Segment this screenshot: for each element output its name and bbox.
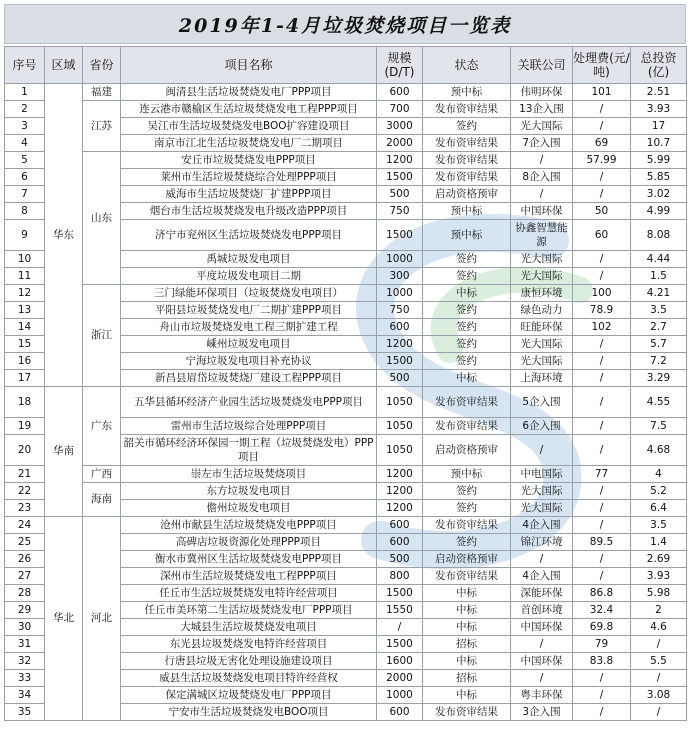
cell-invest: 5.5: [631, 653, 687, 670]
projects-table: [4, 46, 687, 721]
cell-status: 发布资审结果: [423, 101, 511, 118]
cell-status: 发布资审结果: [423, 568, 511, 585]
cell-fee: /: [573, 687, 631, 704]
cell-project-name: 崇左市生活垃圾焚烧项目: [121, 466, 377, 483]
cell-seq: 35: [5, 704, 45, 721]
cell-province: 浙江: [83, 285, 121, 387]
header-company: 关联公司: [511, 47, 573, 84]
cell-status: 招标: [423, 636, 511, 653]
cell-invest: 4: [631, 466, 687, 483]
cell-invest: 4.68: [631, 435, 687, 466]
header-province: 省份: [83, 47, 121, 84]
cell-company: 13企入围: [511, 101, 573, 118]
cell-fee: /: [573, 268, 631, 285]
header-name: 项目名称: [121, 47, 377, 84]
cell-project-name: 深州市生活垃圾焚烧发电工程PPP项目: [121, 568, 377, 585]
cell-invest: /: [631, 704, 687, 721]
cell-status: 签约: [423, 500, 511, 517]
cell-project-name: 沧州市献县生活垃圾焚烧发电PPP项目: [121, 517, 377, 534]
cell-company: /: [511, 670, 573, 687]
cell-status: 预中标: [423, 203, 511, 220]
cell-project-name: 南京市江北生活垃圾焚烧发电厂二期项目: [121, 135, 377, 152]
cell-seq: 28: [5, 585, 45, 602]
cell-seq: 27: [5, 568, 45, 585]
cell-status: 签约: [423, 268, 511, 285]
cell-project-name: 威县生活垃圾焚烧发电项目特许经营权: [121, 670, 377, 687]
cell-seq: 25: [5, 534, 45, 551]
cell-company: 光大国际: [511, 336, 573, 353]
cell-company: 锦江环境: [511, 534, 573, 551]
header-fee: 处理费(元/吨): [573, 47, 631, 84]
cell-fee: 101: [573, 84, 631, 101]
cell-invest: 8.08: [631, 220, 687, 251]
cell-status: 中标: [423, 602, 511, 619]
cell-project-name: 平度垃圾发电项目二期: [121, 268, 377, 285]
cell-project-name: 韶关市循环经济环保园一期工程（垃圾焚烧发电）PPP项目: [121, 435, 377, 466]
table-row: [5, 483, 687, 500]
cell-invest: 3.02: [631, 186, 687, 203]
cell-seq: 6: [5, 169, 45, 186]
cell-project-name: 济宁市兖州区生活垃圾焚烧发电PPP项目: [121, 220, 377, 251]
cell-status: 中标: [423, 370, 511, 387]
cell-status: 中标: [423, 687, 511, 704]
cell-fee: /: [573, 186, 631, 203]
cell-province: 福建: [83, 84, 121, 101]
cell-scale: 600: [377, 704, 423, 721]
table-title: 2019年1-4月垃圾焚烧项目一览表: [178, 14, 512, 37]
cell-scale: 1000: [377, 285, 423, 302]
cell-scale: 1050: [377, 418, 423, 435]
cell-seq: 8: [5, 203, 45, 220]
cell-project-name: 儋州垃圾发电项目: [121, 500, 377, 517]
cell-project-name: 五华县循环经济产业园生活垃圾焚烧发电PPP项目: [121, 387, 377, 418]
cell-fee: 79: [573, 636, 631, 653]
cell-region: 华东: [45, 84, 83, 387]
cell-province: 海南: [83, 483, 121, 517]
cell-status: 签约: [423, 319, 511, 336]
cell-status: 签约: [423, 353, 511, 370]
cell-company: 首创环境: [511, 602, 573, 619]
cell-scale: 1600: [377, 653, 423, 670]
cell-company: /: [511, 636, 573, 653]
cell-invest: 2: [631, 602, 687, 619]
cell-invest: 3.08: [631, 687, 687, 704]
cell-project-name: 任丘市美环第二生活垃圾焚烧发电厂PPP项目: [121, 602, 377, 619]
cell-fee: 102: [573, 319, 631, 336]
table-row: [5, 517, 687, 534]
cell-fee: 69.8: [573, 619, 631, 636]
cell-invest: 4.99: [631, 203, 687, 220]
cell-status: 发布资审结果: [423, 517, 511, 534]
cell-project-name: 任丘市生活垃圾焚烧发电特许经营项目: [121, 585, 377, 602]
cell-company: 8企入围: [511, 169, 573, 186]
cell-scale: 1050: [377, 387, 423, 418]
cell-company: 光大国际: [511, 118, 573, 135]
cell-invest: 1.5: [631, 268, 687, 285]
table-row: [5, 84, 687, 101]
cell-company: 中电国际: [511, 466, 573, 483]
cell-scale: 500: [377, 551, 423, 568]
cell-company: 绿色动力: [511, 302, 573, 319]
cell-scale: 750: [377, 203, 423, 220]
cell-status: 签约: [423, 483, 511, 500]
cell-seq: 12: [5, 285, 45, 302]
cell-seq: 31: [5, 636, 45, 653]
cell-province: 江苏: [83, 101, 121, 152]
header-region: 区域: [45, 47, 83, 84]
cell-status: 发布资审结果: [423, 152, 511, 169]
cell-fee: /: [573, 704, 631, 721]
cell-invest: 3.5: [631, 302, 687, 319]
cell-company: 7企入围: [511, 135, 573, 152]
cell-company: 6企入围: [511, 418, 573, 435]
cell-fee: /: [573, 251, 631, 268]
cell-scale: 600: [377, 534, 423, 551]
cell-status: 启动资格预审: [423, 551, 511, 568]
cell-scale: 700: [377, 101, 423, 118]
cell-invest: 5.98: [631, 585, 687, 602]
cell-seq: 13: [5, 302, 45, 319]
header-status: 状态: [423, 47, 511, 84]
cell-scale: /: [377, 619, 423, 636]
cell-company: 5企入围: [511, 387, 573, 418]
cell-scale: 1500: [377, 169, 423, 186]
cell-scale: 600: [377, 84, 423, 101]
cell-fee: 32.4: [573, 602, 631, 619]
cell-invest: /: [631, 636, 687, 653]
table-row: [5, 387, 687, 418]
cell-company: 中国环保: [511, 203, 573, 220]
cell-invest: 4.44: [631, 251, 687, 268]
cell-project-name: 新昌县眉岱垃圾焚烧厂建设工程PPP项目: [121, 370, 377, 387]
cell-project-name: 闽清县生活垃圾焚烧发电厂PPP项目: [121, 84, 377, 101]
cell-project-name: 吴江市生活垃圾焚烧发电BOO扩容建设项目: [121, 118, 377, 135]
cell-invest: 3.5: [631, 517, 687, 534]
cell-company: 中国环保: [511, 653, 573, 670]
cell-company: 光大国际: [511, 353, 573, 370]
cell-invest: 2.51: [631, 84, 687, 101]
cell-fee: 50: [573, 203, 631, 220]
cell-status: 中标: [423, 585, 511, 602]
cell-project-name: 高碑店垃圾资源化处理PPP项目: [121, 534, 377, 551]
cell-seq: 30: [5, 619, 45, 636]
cell-status: 预中标: [423, 84, 511, 101]
cell-scale: 300: [377, 268, 423, 285]
header-scale: 规模(D/T): [377, 47, 423, 84]
table-body: [5, 84, 687, 721]
cell-company: 中国环保: [511, 619, 573, 636]
table-header-row: [5, 47, 687, 84]
cell-company: /: [511, 186, 573, 203]
cell-fee: /: [573, 500, 631, 517]
cell-status: 签约: [423, 302, 511, 319]
cell-seq: 17: [5, 370, 45, 387]
cell-company: 光大国际: [511, 500, 573, 517]
cell-invest: 17: [631, 118, 687, 135]
cell-seq: 34: [5, 687, 45, 704]
cell-invest: 2.69: [631, 551, 687, 568]
table-row: [5, 152, 687, 169]
cell-seq: 5: [5, 152, 45, 169]
cell-invest: 10.7: [631, 135, 687, 152]
cell-project-name: 安丘市垃圾焚烧发电PPP项目: [121, 152, 377, 169]
cell-project-name: 莱州市生活垃圾焚烧综合处理PPP项目: [121, 169, 377, 186]
cell-company: 光大国际: [511, 483, 573, 500]
cell-project-name: 宁安市生活垃圾焚烧发电BOO项目: [121, 704, 377, 721]
cell-scale: 1050: [377, 435, 423, 466]
cell-company: 康恒环境: [511, 285, 573, 302]
cell-status: 中标: [423, 285, 511, 302]
cell-seq: 10: [5, 251, 45, 268]
cell-seq: 3: [5, 118, 45, 135]
cell-invest: 4.21: [631, 285, 687, 302]
header-invest: 总投资(亿): [631, 47, 687, 84]
cell-status: 招标: [423, 670, 511, 687]
cell-status: 发布资审结果: [423, 418, 511, 435]
cell-invest: 4.6: [631, 619, 687, 636]
cell-company: 光大国际: [511, 268, 573, 285]
cell-company: 3企入围: [511, 704, 573, 721]
cell-seq: 23: [5, 500, 45, 517]
cell-fee: 77: [573, 466, 631, 483]
cell-region: 华北: [45, 517, 83, 721]
cell-project-name: 烟台市生活垃圾焚烧发电升级改造PPP项目: [121, 203, 377, 220]
cell-scale: 500: [377, 370, 423, 387]
cell-company: 粤丰环保: [511, 687, 573, 704]
cell-fee: /: [573, 418, 631, 435]
cell-seq: 14: [5, 319, 45, 336]
cell-fee: /: [573, 568, 631, 585]
cell-status: 签约: [423, 336, 511, 353]
cell-province: 广西: [83, 466, 121, 483]
cell-fee: /: [573, 370, 631, 387]
cell-project-name: 东光县垃圾焚烧发电特许经营项目: [121, 636, 377, 653]
cell-project-name: 禹城垃圾发电项目: [121, 251, 377, 268]
cell-scale: 1200: [377, 500, 423, 517]
cell-fee: 78.9: [573, 302, 631, 319]
cell-status: 发布资审结果: [423, 387, 511, 418]
cell-fee: /: [573, 483, 631, 500]
cell-status: 启动资格预审: [423, 186, 511, 203]
cell-status: 签约: [423, 534, 511, 551]
cell-status: 签约: [423, 118, 511, 135]
cell-invest: 3.93: [631, 568, 687, 585]
cell-invest: 5.7: [631, 336, 687, 353]
cell-fee: /: [573, 435, 631, 466]
cell-company: 上海环境: [511, 370, 573, 387]
cell-project-name: 舟山市垃圾焚烧发电工程三期扩建工程: [121, 319, 377, 336]
cell-invest: 2.7: [631, 319, 687, 336]
cell-fee: 86.8: [573, 585, 631, 602]
cell-scale: 1500: [377, 585, 423, 602]
cell-invest: 3.29: [631, 370, 687, 387]
cell-fee: 89.5: [573, 534, 631, 551]
cell-status: 中标: [423, 619, 511, 636]
cell-status: 发布资审结果: [423, 704, 511, 721]
cell-seq: 2: [5, 101, 45, 118]
cell-fee: /: [573, 670, 631, 687]
cell-scale: 500: [377, 186, 423, 203]
cell-project-name: 宁海垃圾发电项目补充协议: [121, 353, 377, 370]
cell-scale: 1200: [377, 152, 423, 169]
cell-scale: 1200: [377, 466, 423, 483]
cell-seq: 26: [5, 551, 45, 568]
cell-seq: 1: [5, 84, 45, 101]
cell-project-name: 威海市生活垃圾焚烧厂扩建PPP项目: [121, 186, 377, 203]
cell-company: 协鑫智慧能源: [511, 220, 573, 251]
cell-scale: 600: [377, 517, 423, 534]
cell-project-name: 连云港市赣榆区生活垃圾焚烧发电工程PPP项目: [121, 101, 377, 118]
cell-seq: 29: [5, 602, 45, 619]
header-seq: 序号: [5, 47, 45, 84]
cell-invest: 1.4: [631, 534, 687, 551]
cell-seq: 11: [5, 268, 45, 285]
cell-scale: 1550: [377, 602, 423, 619]
cell-company: /: [511, 551, 573, 568]
cell-invest: 7.2: [631, 353, 687, 370]
cell-seq: 15: [5, 336, 45, 353]
cell-fee: /: [573, 551, 631, 568]
cell-status: 发布资审结果: [423, 169, 511, 186]
cell-seq: 20: [5, 435, 45, 466]
cell-project-name: 三门绿能环保项目（垃圾焚烧发电项目）: [121, 285, 377, 302]
cell-fee: /: [573, 169, 631, 186]
cell-scale: 600: [377, 319, 423, 336]
cell-province: 河北: [83, 517, 121, 721]
cell-status: 启动资格预审: [423, 435, 511, 466]
cell-project-name: 大城县生活垃圾焚烧发电项目: [121, 619, 377, 636]
table-row: [5, 101, 687, 118]
cell-company: 4企入围: [511, 568, 573, 585]
cell-fee: 57.99: [573, 152, 631, 169]
cell-invest: 3.93: [631, 101, 687, 118]
cell-invest: 7.5: [631, 418, 687, 435]
cell-seq: 21: [5, 466, 45, 483]
cell-scale: 1000: [377, 687, 423, 704]
cell-seq: 33: [5, 670, 45, 687]
cell-scale: 1500: [377, 353, 423, 370]
cell-fee: 69: [573, 135, 631, 152]
cell-scale: 800: [377, 568, 423, 585]
cell-seq: 16: [5, 353, 45, 370]
table-title-bar: [4, 4, 686, 44]
cell-seq: 7: [5, 186, 45, 203]
cell-seq: 19: [5, 418, 45, 435]
cell-status: 发布资审结果: [423, 135, 511, 152]
cell-invest: 4.55: [631, 387, 687, 418]
cell-seq: 22: [5, 483, 45, 500]
cell-scale: 2000: [377, 135, 423, 152]
cell-seq: 24: [5, 517, 45, 534]
table-row: [5, 285, 687, 302]
cell-project-name: 行唐县垃圾无害化处理设施建设项目: [121, 653, 377, 670]
cell-company: /: [511, 435, 573, 466]
cell-company: 4企入围: [511, 517, 573, 534]
cell-fee: 100: [573, 285, 631, 302]
cell-company: /: [511, 152, 573, 169]
cell-fee: /: [573, 517, 631, 534]
cell-seq: 32: [5, 653, 45, 670]
cell-fee: 83.8: [573, 653, 631, 670]
cell-fee: /: [573, 101, 631, 118]
cell-scale: 2000: [377, 670, 423, 687]
cell-invest: 6.4: [631, 500, 687, 517]
cell-scale: 1200: [377, 336, 423, 353]
cell-fee: /: [573, 387, 631, 418]
cell-invest: /: [631, 670, 687, 687]
cell-project-name: 衡水市冀州区生活垃圾焚烧发电PPP项目: [121, 551, 377, 568]
cell-company: 光大国际: [511, 251, 573, 268]
cell-project-name: 平阳县垃圾焚烧发电厂二期扩建PPP项目: [121, 302, 377, 319]
cell-seq: 18: [5, 387, 45, 418]
cell-scale: 1500: [377, 220, 423, 251]
cell-project-name: 嵊州垃圾发电项目: [121, 336, 377, 353]
cell-scale: 3000: [377, 118, 423, 135]
cell-project-name: 东方垃圾发电项目: [121, 483, 377, 500]
cell-province: 广东: [83, 387, 121, 466]
cell-seq: 9: [5, 220, 45, 251]
cell-status: 中标: [423, 653, 511, 670]
cell-status: 预中标: [423, 220, 511, 251]
cell-company: 伟明环保: [511, 84, 573, 101]
cell-status: 签约: [423, 251, 511, 268]
cell-company: 旺能环保: [511, 319, 573, 336]
cell-seq: 4: [5, 135, 45, 152]
cell-fee: /: [573, 336, 631, 353]
cell-invest: 5.99: [631, 152, 687, 169]
table-row: [5, 466, 687, 483]
cell-scale: 1000: [377, 251, 423, 268]
cell-scale: 1500: [377, 636, 423, 653]
cell-fee: /: [573, 353, 631, 370]
cell-invest: 5.85: [631, 169, 687, 186]
cell-status: 预中标: [423, 466, 511, 483]
cell-scale: 1200: [377, 483, 423, 500]
cell-fee: /: [573, 118, 631, 135]
cell-province: 山东: [83, 152, 121, 285]
cell-fee: 60: [573, 220, 631, 251]
cell-project-name: 雷州市生活垃圾综合处理PPP项目: [121, 418, 377, 435]
cell-scale: 750: [377, 302, 423, 319]
cell-invest: 5.2: [631, 483, 687, 500]
cell-company: 深能环保: [511, 585, 573, 602]
cell-project-name: 保定满城区垃圾焚烧发电厂PPP项目: [121, 687, 377, 704]
cell-region: 华南: [45, 387, 83, 517]
